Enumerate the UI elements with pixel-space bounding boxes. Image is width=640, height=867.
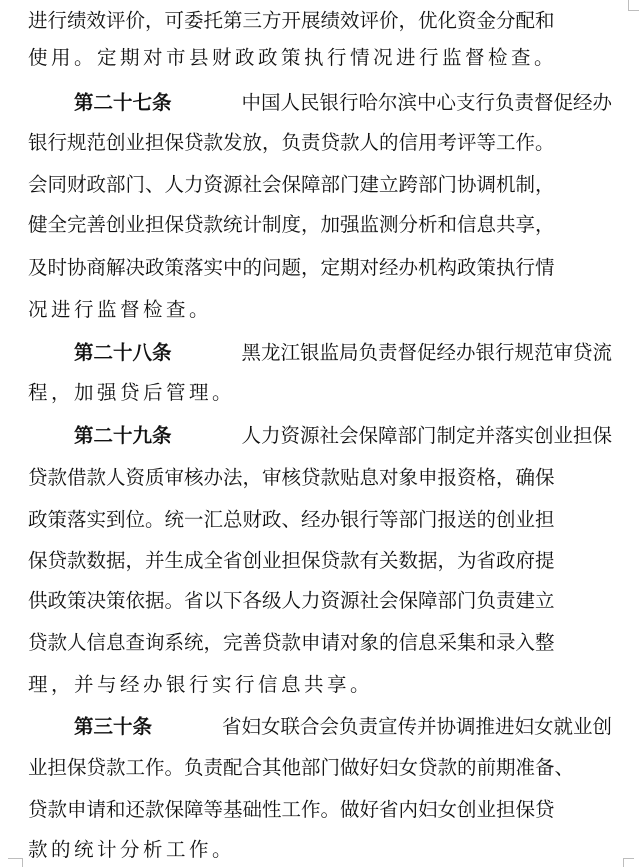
text-line: 银行规范创业担保贷款发放，负责贷款人的信用考评等工作。 [28, 131, 555, 154]
text-line: 保贷款数据，并生成全省创业担保贷款有关数据，为省政府提 [28, 549, 555, 572]
article-number: 第三十条 [74, 715, 153, 738]
page-corner-mark [628, 0, 639, 11]
article-first-line [74, 338, 612, 368]
text-line: 进行绩效评价，可委托第三方开展绩效评价，优化资金分配和 [28, 9, 555, 32]
page-corner-mark [8, 858, 23, 867]
text-segment: 人力资源社会保障部门制定并落实创业担保 [241, 424, 612, 447]
article-first-line [74, 712, 612, 742]
text-line: 健全完善创业担保贷款统计制度，加强监测分析和信息共享， [28, 213, 555, 236]
text-segment: 省妇女联合会负责宣传并协调推进妇女就业创 [221, 715, 612, 738]
text-line: 贷款申请和还款保障等基础性工作。做好省内妇女创业担保贷 [28, 798, 555, 821]
page-bottom-marks [0, 859, 640, 867]
text-line: 况进行监督检查。 [28, 298, 213, 321]
text-line: 理，并与经办银行实行信息共享。 [28, 673, 374, 696]
text-line: 会同财政部门、人力资源社会保障部门建立跨部门协调机制， [28, 173, 555, 196]
text-segment: 黑龙江银监局负责督促经办银行规范审贷流 [241, 341, 612, 364]
text-line: 使用。定期对市县财政政策执行情况进行监督检查。 [28, 46, 558, 69]
text-line: 贷款人信息查询系统，完善贷款申请对象的信息采集和录入整 [28, 631, 555, 654]
article-number: 第二十九条 [74, 424, 172, 447]
text-segment: 中国人民银行哈尔滨中心支行负责督促经办 [241, 91, 612, 114]
text-line: 业担保贷款工作。负责配合其他部门做好妇女贷款的前期准备、 [28, 756, 575, 779]
text-line: 及时协商解决政策落实中的问题，定期对经办机构政策执行情 [28, 256, 555, 279]
article-first-line [74, 421, 612, 451]
text-line: 贷款借款人资质审核办法，审核贷款贴息对象申报资格，确保 [28, 466, 555, 489]
article-number: 第二十七条 [74, 91, 172, 114]
text-line: 程，加强贷后管理。 [28, 381, 236, 404]
text-line: 款的统计分析工作。 [28, 838, 236, 861]
article-first-line [74, 88, 612, 118]
text-line: 政策落实到位。统一汇总财政、经办银行等部门报送的创业担 [28, 508, 555, 531]
article-number: 第二十八条 [74, 341, 172, 364]
page-corner-mark [623, 858, 634, 867]
text-line: 供政策决策依据。省以下各级人力资源社会保障部门负责建立 [28, 589, 555, 612]
